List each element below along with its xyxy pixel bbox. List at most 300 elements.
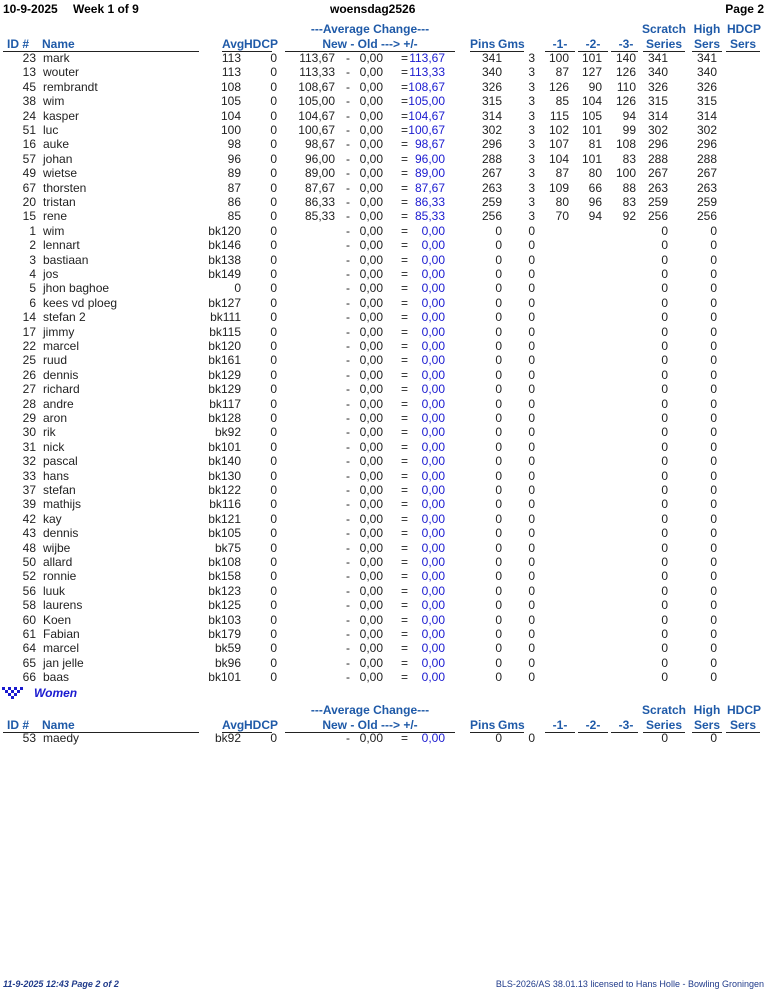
cell-g3: 108 xyxy=(615,137,636,152)
cell-pins: 0 xyxy=(495,367,502,382)
cell-hdcp: 0 xyxy=(270,353,277,368)
cell-g1: 70 xyxy=(555,209,569,224)
cell-gms: 0 xyxy=(528,612,535,627)
cell-new: 113,67 xyxy=(299,51,335,65)
cell-new: 113,33 xyxy=(299,65,335,80)
table-row xyxy=(0,397,768,411)
cell-scratch: 267 xyxy=(647,166,668,181)
cell-g1: 100 xyxy=(548,51,569,65)
cell-name: marcel xyxy=(43,339,80,353)
cell-g2: 127 xyxy=(581,65,602,80)
cell-change: 105,00 xyxy=(408,94,445,109)
cell-g3: 92 xyxy=(622,209,636,224)
cell-name: rik xyxy=(43,425,56,440)
cell-id: 22 xyxy=(22,339,36,353)
cell-gms: 0 xyxy=(528,598,535,613)
cell-eq: = xyxy=(400,612,408,627)
cell-gms: 0 xyxy=(528,483,535,497)
col-header-gms: Gms xyxy=(498,37,525,51)
cell-dash: - xyxy=(346,310,350,325)
cell-gms: 3 xyxy=(528,123,535,137)
cell-pins: 0 xyxy=(495,731,502,745)
cell-name: jos xyxy=(43,267,59,281)
cell-old: 0,00 xyxy=(359,382,383,397)
col-header-scratch-bot: Series xyxy=(645,37,683,51)
col-header-pins: Pins xyxy=(470,718,496,732)
cell-eq: = xyxy=(400,137,408,152)
cell-g1: 126 xyxy=(548,79,569,94)
cell-eq: = xyxy=(400,731,408,745)
cell-id: 15 xyxy=(22,209,36,224)
cell-scratch: 0 xyxy=(661,540,668,555)
cell-old: 0,00 xyxy=(359,281,383,296)
cell-old: 0,00 xyxy=(359,65,383,80)
col-header-scratch-top: Scratch xyxy=(641,703,687,717)
cell-g3: 126 xyxy=(615,65,636,80)
cell-dash: - xyxy=(346,123,350,137)
cell-eq: = xyxy=(400,267,408,281)
cell-g1: 87 xyxy=(555,166,569,181)
cell-old: 0,00 xyxy=(359,439,383,454)
cell-id: 39 xyxy=(22,497,36,512)
cell-hdcp: 0 xyxy=(270,324,277,339)
table-row xyxy=(0,123,768,137)
cell-hdcp: 0 xyxy=(270,569,277,584)
cell-old: 0,00 xyxy=(359,310,383,325)
cell-scratch: 0 xyxy=(661,353,668,368)
cell-id: 17 xyxy=(22,324,36,339)
col-header-g1: -1- xyxy=(552,37,568,51)
cell-high: 315 xyxy=(696,94,717,109)
cell-gms: 0 xyxy=(528,238,535,253)
cell-eq: = xyxy=(400,195,408,209)
cell-pins: 0 xyxy=(495,295,502,310)
table-row xyxy=(0,512,768,526)
cell-id: 45 xyxy=(22,79,36,94)
table-row xyxy=(0,526,768,540)
cell-g2: 96 xyxy=(588,195,602,209)
cell-dash: - xyxy=(346,540,350,555)
cell-g2: 94 xyxy=(588,209,602,224)
cell-eq: = xyxy=(400,51,408,65)
cell-name: auke xyxy=(43,137,70,152)
cell-dash: - xyxy=(346,627,350,641)
cell-eq: = xyxy=(400,281,408,296)
cell-pins: 0 xyxy=(495,627,502,641)
cell-hdcp: 0 xyxy=(270,209,277,224)
footer-license: BLS-2026/AS 38.01.13 licensed to Hans Holle - Bowling Groningen xyxy=(495,979,764,989)
cell-dash: - xyxy=(346,526,350,541)
cell-eq: = xyxy=(400,627,408,641)
cell-dash: - xyxy=(346,180,350,195)
cell-name: aron xyxy=(43,411,68,425)
cell-old: 0,00 xyxy=(359,238,383,253)
cell-change: 0,00 xyxy=(421,612,445,627)
cell-name: pascal xyxy=(43,454,78,469)
cell-change: 89,00 xyxy=(414,166,445,181)
cell-change: 0,00 xyxy=(421,655,445,670)
table-row xyxy=(0,613,768,627)
cell-eq: = xyxy=(400,310,408,325)
cell-dash: - xyxy=(346,353,350,368)
cell-name: wim xyxy=(43,94,65,109)
cell-avg: bk128 xyxy=(208,411,241,425)
cell-pins: 340 xyxy=(481,65,502,80)
table-row xyxy=(0,281,768,295)
cell-name: laurens xyxy=(43,598,83,613)
cell-gms: 3 xyxy=(528,180,535,195)
cell-hdcp: 0 xyxy=(270,367,277,382)
cell-hdcp: 0 xyxy=(270,396,277,411)
table-row xyxy=(0,411,768,425)
cell-eq: = xyxy=(400,223,408,238)
cell-old: 0,00 xyxy=(359,396,383,411)
table-row xyxy=(0,310,768,324)
cell-eq: = xyxy=(400,526,408,541)
cell-old: 0,00 xyxy=(359,267,383,281)
col-header-hdcp: HDCP xyxy=(244,37,279,51)
table-row xyxy=(0,253,768,267)
col-header-scratch-top: Scratch xyxy=(641,22,687,36)
cell-gms: 3 xyxy=(528,108,535,123)
cell-avg: 108 xyxy=(220,79,241,94)
cell-id: 26 xyxy=(22,367,36,382)
cell-change: 0,00 xyxy=(421,382,445,397)
table-row xyxy=(0,325,768,339)
cell-gms: 0 xyxy=(528,267,535,281)
cell-gms: 0 xyxy=(528,281,535,296)
cell-scratch: 0 xyxy=(661,670,668,685)
cell-high: 0 xyxy=(710,425,717,440)
cell-pins: 0 xyxy=(495,353,502,368)
cell-g1: 80 xyxy=(555,195,569,209)
cell-hdcp: 0 xyxy=(270,123,277,137)
cell-gms: 0 xyxy=(528,310,535,325)
cell-name: nick xyxy=(43,439,65,454)
cell-hdcp: 0 xyxy=(270,238,277,253)
cell-gms: 0 xyxy=(528,425,535,440)
cell-dash: - xyxy=(346,238,350,253)
table-row xyxy=(0,224,768,238)
cell-pins: 0 xyxy=(495,670,502,685)
cell-pins: 0 xyxy=(495,252,502,267)
cell-name: ruud xyxy=(43,353,68,368)
cell-id: 27 xyxy=(22,382,36,397)
cell-name: mathijs xyxy=(43,497,82,512)
cell-new: 89,00 xyxy=(304,166,335,181)
col-header-avg: Avg xyxy=(222,37,245,51)
cell-name: mark xyxy=(43,51,70,65)
cell-change: 0,00 xyxy=(421,511,445,526)
cell-high: 296 xyxy=(696,137,717,152)
cell-id: 48 xyxy=(22,540,36,555)
cell-g1: 109 xyxy=(548,180,569,195)
cell-pins: 0 xyxy=(495,655,502,670)
col-header-gms: Gms xyxy=(498,718,525,732)
col-header-high-bot: Sers xyxy=(693,718,721,732)
cell-pins: 0 xyxy=(495,310,502,325)
cell-old: 0,00 xyxy=(359,569,383,584)
cell-high: 0 xyxy=(710,324,717,339)
cell-id: 29 xyxy=(22,411,36,425)
cell-dash: - xyxy=(346,670,350,685)
cell-hdcp: 0 xyxy=(270,439,277,454)
cell-new: 87,67 xyxy=(304,180,335,195)
col-header-hdcp-bot: Sers xyxy=(729,718,757,732)
cell-change: 0,00 xyxy=(421,367,445,382)
cell-avg: bk101 xyxy=(208,439,241,454)
cell-pins: 0 xyxy=(495,382,502,397)
cell-scratch: 0 xyxy=(661,367,668,382)
cell-id: 23 xyxy=(22,51,36,65)
cell-change: 0,00 xyxy=(421,627,445,641)
table-row xyxy=(0,296,768,310)
cell-high: 0 xyxy=(710,612,717,627)
cell-hdcp: 0 xyxy=(270,310,277,325)
cell-scratch: 0 xyxy=(661,555,668,569)
cell-high: 288 xyxy=(696,151,717,166)
cell-id: 51 xyxy=(22,123,36,137)
footer-print-info: 11-9-2025 12:43 Page 2 of 2 xyxy=(3,979,119,989)
cell-avg: bk161 xyxy=(208,353,241,368)
cell-eq: = xyxy=(400,123,408,137)
cell-name: dennis xyxy=(43,526,79,541)
cell-gms: 3 xyxy=(528,79,535,94)
cell-avg: bk120 xyxy=(208,223,241,238)
cell-hdcp: 0 xyxy=(270,137,277,152)
cell-high: 0 xyxy=(710,511,717,526)
cell-high: 0 xyxy=(710,367,717,382)
cell-id: 31 xyxy=(22,439,36,454)
cell-scratch: 315 xyxy=(647,94,668,109)
cell-pins: 314 xyxy=(481,108,502,123)
cell-eq: = xyxy=(400,483,408,497)
cell-new: 96,00 xyxy=(304,151,335,166)
cell-old: 0,00 xyxy=(359,324,383,339)
cell-eq: = xyxy=(400,94,408,109)
cell-pins: 0 xyxy=(495,497,502,512)
cell-new: 100,67 xyxy=(298,123,335,137)
cell-high: 0 xyxy=(710,468,717,483)
cell-avg: 98 xyxy=(227,137,241,152)
cell-id: 32 xyxy=(22,454,36,469)
cell-scratch: 0 xyxy=(661,339,668,353)
cell-scratch: 296 xyxy=(647,137,668,152)
cell-high: 0 xyxy=(710,483,717,497)
cell-name: dennis xyxy=(43,367,79,382)
cell-high: 0 xyxy=(710,267,717,281)
cell-dash: - xyxy=(346,166,350,181)
cell-avg: bk101 xyxy=(208,670,241,685)
cell-gms: 3 xyxy=(528,209,535,224)
table-row xyxy=(0,569,768,583)
cell-change: 0,00 xyxy=(421,310,445,325)
cell-eq: = xyxy=(400,324,408,339)
cell-gms: 0 xyxy=(528,569,535,584)
cell-hdcp: 0 xyxy=(270,108,277,123)
cell-change: 100,67 xyxy=(408,123,445,137)
cell-g1: 87 xyxy=(555,65,569,80)
cell-id: 60 xyxy=(22,612,36,627)
table-row xyxy=(0,656,768,670)
cell-avg: bk130 xyxy=(208,468,241,483)
cell-g3: 94 xyxy=(622,108,636,123)
cell-id: 43 xyxy=(22,526,36,541)
cell-scratch: 0 xyxy=(661,396,668,411)
cell-gms: 3 xyxy=(528,94,535,109)
cell-eq: = xyxy=(400,655,408,670)
cell-scratch: 0 xyxy=(661,281,668,296)
cell-high: 0 xyxy=(710,454,717,469)
cell-scratch: 340 xyxy=(647,65,668,80)
cell-name: luc xyxy=(43,123,59,137)
table-row xyxy=(0,627,768,641)
col-header-scratch-bot: Series xyxy=(645,718,683,732)
col-header-g1: -1- xyxy=(552,718,568,732)
cell-avg: bk123 xyxy=(208,583,241,598)
cell-name: Koen xyxy=(43,612,72,627)
table-row xyxy=(0,51,768,65)
cell-id: 28 xyxy=(22,396,36,411)
cell-g2: 90 xyxy=(588,79,602,94)
cell-eq: = xyxy=(400,569,408,584)
table-row xyxy=(0,598,768,612)
cell-hdcp: 0 xyxy=(270,468,277,483)
cell-dash: - xyxy=(346,598,350,613)
cell-name: baas xyxy=(43,670,70,685)
cell-id: 56 xyxy=(22,583,36,598)
cell-dash: - xyxy=(346,511,350,526)
table-row xyxy=(0,109,768,123)
cell-avg: bk92 xyxy=(214,425,241,440)
cell-high: 0 xyxy=(710,555,717,569)
col-header-hdcp: HDCP xyxy=(244,718,279,732)
col-header-avg-change: ---Average Change--- xyxy=(310,22,430,36)
report-date: 10-9-2025 xyxy=(3,2,58,16)
cell-avg: bk122 xyxy=(208,483,241,497)
cell-avg: 96 xyxy=(227,151,241,166)
cell-scratch: 0 xyxy=(661,324,668,339)
cell-id: 5 xyxy=(29,281,36,296)
cell-id: 25 xyxy=(22,353,36,368)
cell-gms: 0 xyxy=(528,295,535,310)
cell-gms: 0 xyxy=(528,511,535,526)
cell-gms: 3 xyxy=(528,65,535,80)
cell-eq: = xyxy=(400,396,408,411)
cell-old: 0,00 xyxy=(359,612,383,627)
cell-dash: - xyxy=(346,382,350,397)
cell-dash: - xyxy=(346,439,350,454)
cell-g3: 110 xyxy=(616,79,636,94)
cell-eq: = xyxy=(400,382,408,397)
cell-avg: 113 xyxy=(221,65,241,80)
cell-pins: 326 xyxy=(481,79,502,94)
table-row xyxy=(0,731,768,745)
cell-dash: - xyxy=(346,655,350,670)
cell-avg: bk149 xyxy=(208,267,241,281)
cell-pins: 302 xyxy=(481,123,502,137)
cell-hdcp: 0 xyxy=(270,295,277,310)
cell-gms: 3 xyxy=(528,151,535,166)
cell-gms: 3 xyxy=(528,166,535,181)
cell-change: 0,00 xyxy=(421,731,445,745)
cell-high: 0 xyxy=(710,731,717,745)
cell-old: 0,00 xyxy=(359,195,383,209)
cell-gms: 0 xyxy=(528,468,535,483)
cell-name: stefan 2 xyxy=(43,310,86,325)
cell-change: 0,00 xyxy=(421,454,445,469)
table-row xyxy=(0,181,768,195)
cell-dash: - xyxy=(346,396,350,411)
cell-g2: 104 xyxy=(581,94,602,109)
cell-hdcp: 0 xyxy=(270,497,277,512)
col-header-avg: Avg xyxy=(222,718,245,732)
cell-gms: 0 xyxy=(528,252,535,267)
cell-high: 259 xyxy=(696,195,717,209)
cell-avg: bk117 xyxy=(209,396,241,411)
cell-avg: bk125 xyxy=(208,598,241,613)
cell-name: maedy xyxy=(43,731,80,745)
cell-name: allard xyxy=(43,555,73,569)
cell-scratch: 0 xyxy=(661,382,668,397)
cell-avg: bk105 xyxy=(208,526,241,541)
cell-hdcp: 0 xyxy=(270,425,277,440)
table-row xyxy=(0,166,768,180)
table-row xyxy=(0,469,768,483)
cell-gms: 3 xyxy=(528,137,535,152)
cell-gms: 0 xyxy=(528,583,535,598)
cell-gms: 0 xyxy=(528,223,535,238)
cell-name: marcel xyxy=(43,641,80,656)
cell-new: 98,67 xyxy=(304,137,335,152)
cell-avg: bk158 xyxy=(208,569,241,584)
cell-old: 0,00 xyxy=(359,468,383,483)
table-row xyxy=(0,267,768,281)
cell-scratch: 0 xyxy=(661,223,668,238)
cell-scratch: 326 xyxy=(647,79,668,94)
cell-old: 0,00 xyxy=(359,655,383,670)
cell-gms: 0 xyxy=(528,339,535,353)
cell-pins: 0 xyxy=(495,238,502,253)
cell-scratch: 0 xyxy=(661,598,668,613)
cell-avg: bk140 xyxy=(208,454,241,469)
cell-high: 256 xyxy=(696,209,717,224)
cell-dash: - xyxy=(346,555,350,569)
cell-gms: 0 xyxy=(528,627,535,641)
cell-dash: - xyxy=(346,641,350,656)
cell-avg: bk75 xyxy=(214,540,241,555)
cell-old: 0,00 xyxy=(359,51,383,65)
cell-g2: 80 xyxy=(588,166,602,181)
cell-avg: 85 xyxy=(227,209,241,224)
cell-old: 0,00 xyxy=(359,540,383,555)
cell-dash: - xyxy=(346,65,350,80)
cell-scratch: 0 xyxy=(661,497,668,512)
cell-change: 0,00 xyxy=(421,540,445,555)
cell-old: 0,00 xyxy=(359,670,383,685)
table-row xyxy=(0,425,768,439)
cell-avg: bk179 xyxy=(208,627,241,641)
cell-old: 0,00 xyxy=(359,627,383,641)
cell-gms: 0 xyxy=(528,367,535,382)
cell-scratch: 0 xyxy=(661,454,668,469)
cell-dash: - xyxy=(346,468,350,483)
cell-pins: 0 xyxy=(495,324,502,339)
cell-new: 104,67 xyxy=(298,108,335,123)
cell-change: 0,00 xyxy=(421,670,445,685)
cell-avg: bk111 xyxy=(210,310,241,325)
cell-hdcp: 0 xyxy=(270,670,277,685)
